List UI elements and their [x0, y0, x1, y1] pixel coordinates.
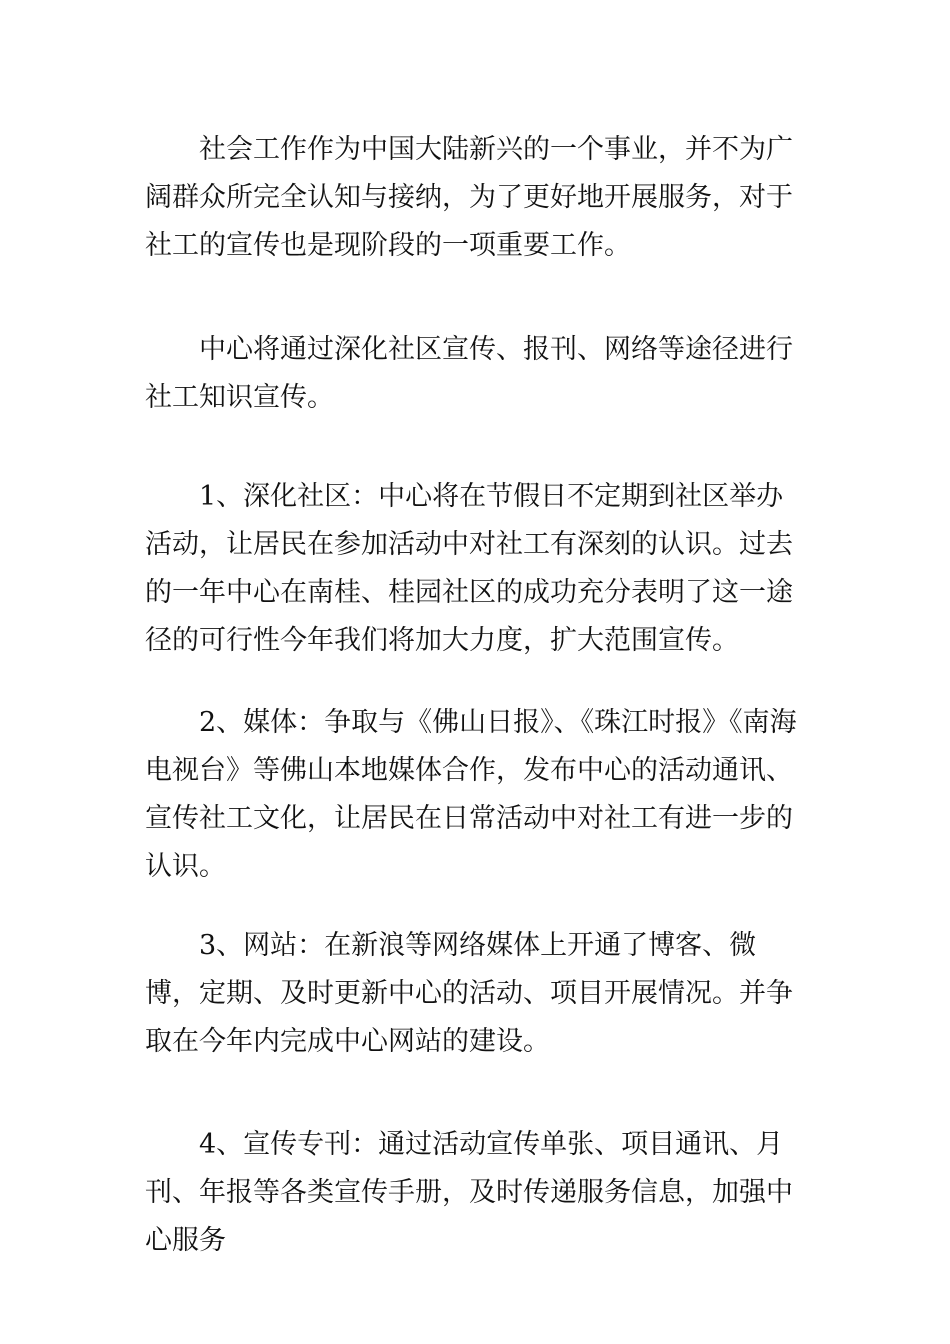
paragraph-overview: 中心将通过深化社区宣传、报刊、网络等途径进行社工知识宣传。	[145, 334, 793, 413]
paragraph-item-website: 3、网站：在新浪等网络媒体上开通了博客、微博，定期、及时更新中心的活动、项目开展情况。并争取在今年内完成中心网站的建设。	[145, 930, 793, 1057]
paragraph-item-community: 1、深化社区：中心将在节假日不定期到社区举办活动，让居民在参加活动中对社工有深刻的认识。过去的一年中心在南桂、桂园社区的成功充分表明了这一途径的可行性今年我们将加大力度，扩大范围宣传。	[145, 481, 793, 656]
paragraph-intro: 社会工作作为中国大陆新兴的一个事业，并不为广阔群众所完全认知与接纳，为了更好地开展服务，对于社工的宣传也是现阶段的一项重要工作。	[145, 134, 793, 261]
paragraph-item-publication: 4、宣传专刊：通过活动宣传单张、项目通讯、月刊、年报等各类宣传手册，及时传递服务信息，加强中心服务	[145, 1129, 793, 1256]
paragraph-item-media: 2、媒体：争取与《佛山日报》、《珠江时报》《南海电视台》等佛山本地媒体合作，发布中心的活动通讯、宣传社工文化，让居民在日常活动中对社工有进一步的认识。	[145, 707, 797, 882]
